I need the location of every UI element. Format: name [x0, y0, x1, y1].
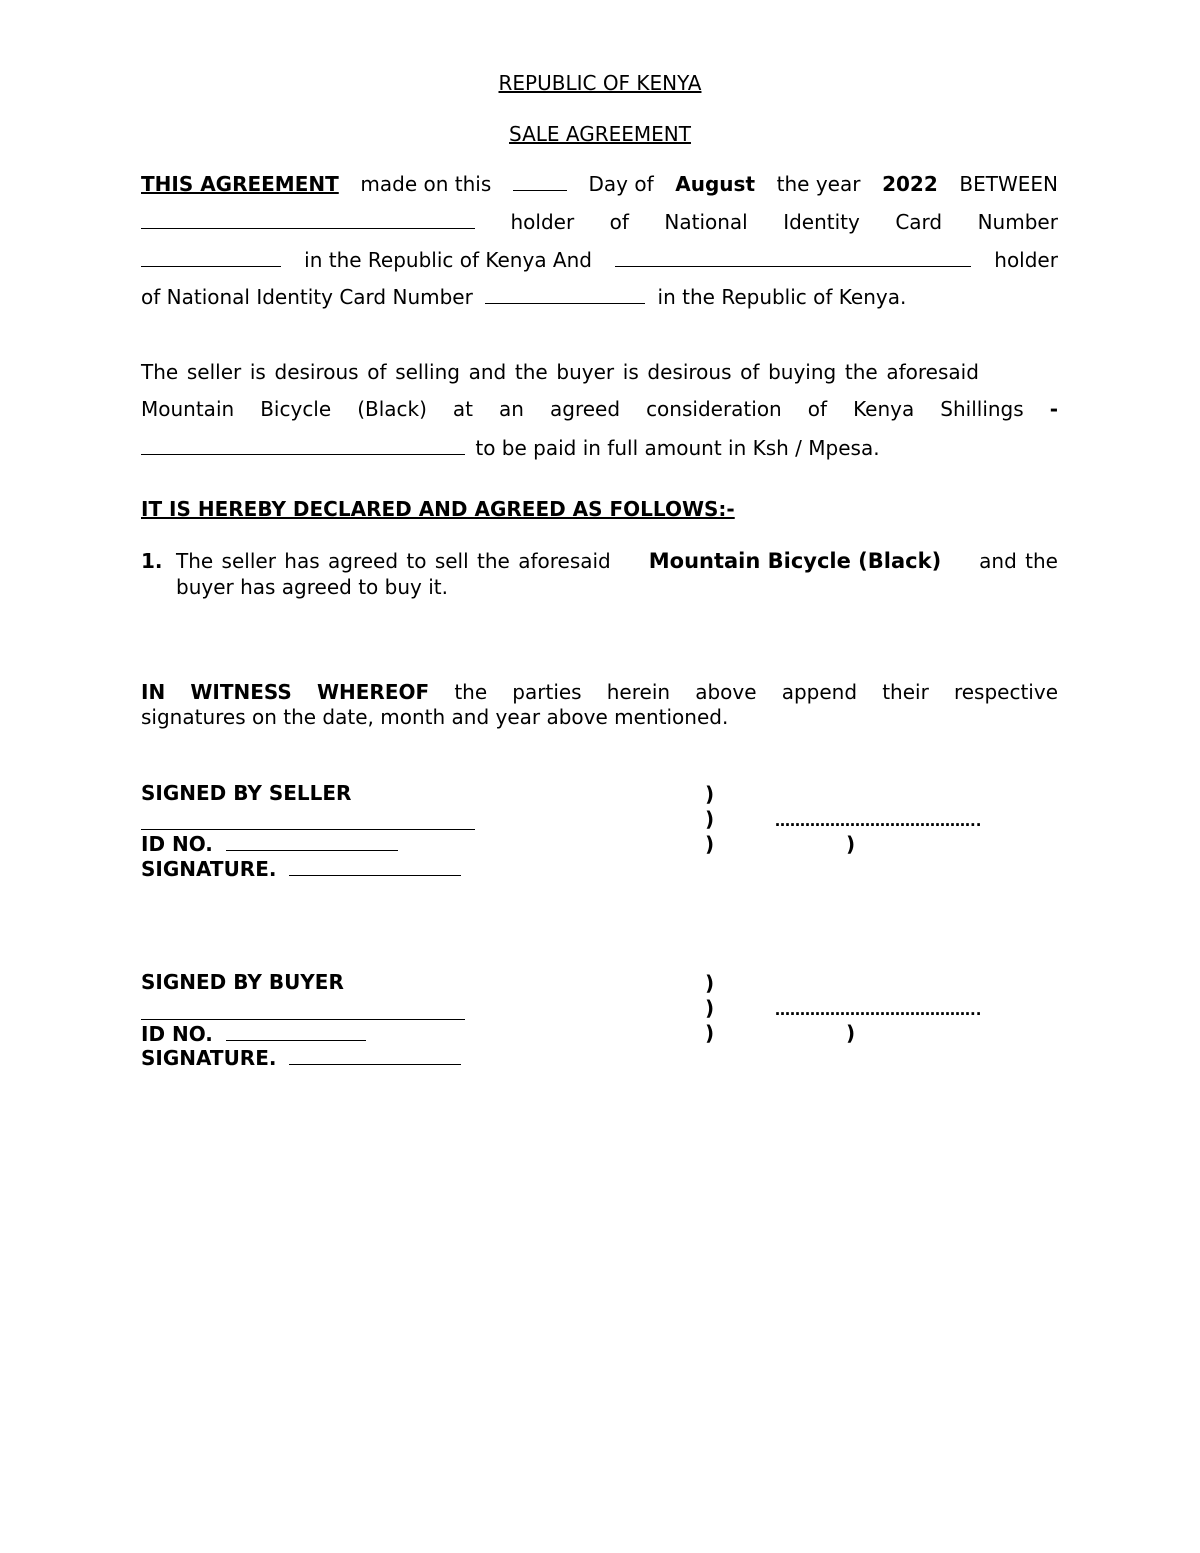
between-text: BETWEEN	[959, 172, 1058, 196]
buyer-signature-label: SIGNATURE.	[141, 1046, 277, 1070]
witness-bold-word: IN	[141, 680, 166, 704]
item-line-1	[176, 549, 1058, 573]
holder-text: holder	[994, 248, 1058, 272]
consideration-word: consideration	[646, 397, 782, 421]
buyer-signature-row	[141, 1045, 461, 1070]
seller-id-row	[141, 831, 398, 856]
buyer-title: SIGNED BY BUYER	[141, 970, 344, 994]
buyer-witness-dots: …………………………………..	[775, 1001, 982, 1019]
in-republic-and-text: in the Republic of Kenya And	[304, 248, 592, 272]
intro-line-2	[141, 209, 1058, 234]
witness-bold-word: WITNESS	[190, 680, 292, 704]
first-party-id-blank	[141, 247, 281, 267]
witness-word: append	[781, 680, 858, 704]
consideration-word: Shillings	[940, 397, 1024, 421]
buyer-id-label: ID NO.	[141, 1022, 213, 1046]
seller-id-label: ID NO.	[141, 832, 213, 856]
this-agreement-label: THIS AGREEMENT	[141, 172, 339, 196]
witness-bold-word: WHEREOF	[316, 680, 430, 704]
second-party-id-blank	[485, 284, 645, 304]
consideration-line-2	[141, 397, 1058, 421]
day-blank	[513, 171, 567, 191]
intro-line-3	[141, 247, 1058, 272]
seller-id-blank	[226, 831, 398, 851]
of-national-id-text: of National Identity Card Number	[141, 285, 473, 309]
seller-witness-paren: )	[846, 832, 856, 856]
consideration-word: agreed	[550, 397, 621, 421]
buyer-paren: )	[705, 1021, 715, 1045]
consideration-word: at	[452, 397, 474, 421]
seller-signature-blank	[289, 856, 461, 876]
consideration-text-3: to be paid in full amount in Ksh / Mpesa.	[475, 436, 880, 460]
seller-paren: )	[705, 807, 715, 831]
holder-word-5: Card	[895, 210, 943, 234]
seller-signature-label: SIGNATURE.	[141, 857, 277, 881]
buyer-witness-paren: )	[846, 1021, 856, 1045]
country-heading: REPUBLIC OF KENYA	[498, 71, 702, 95]
seller-paren: )	[705, 832, 715, 856]
holder-word-3: National	[664, 210, 748, 234]
buyer-signature-blank	[289, 1045, 461, 1065]
buyer-id-blank	[226, 1021, 366, 1041]
month-value: August	[675, 172, 756, 196]
witness-word: above	[695, 680, 757, 704]
consideration-word: Bicycle	[260, 397, 332, 421]
document-title: SALE AGREEMENT	[509, 122, 691, 146]
witness-word: the	[454, 680, 488, 704]
holder-word-4: Identity	[783, 210, 860, 234]
buyer-paren: )	[705, 996, 715, 1020]
item-bold-text: Mountain Bicycle (Black)	[648, 549, 942, 573]
seller-title: SIGNED BY SELLER	[141, 781, 352, 805]
witness-word: herein	[606, 680, 671, 704]
first-party-name-blank	[141, 209, 475, 229]
seller-witness-dots: …………………………………..	[775, 812, 982, 830]
buyer-paren: )	[705, 971, 715, 995]
the-year-text: the year	[776, 172, 861, 196]
consideration-line-3	[141, 435, 880, 460]
seller-name-line	[141, 829, 475, 830]
witness-line-1	[141, 680, 1058, 704]
witness-word: respective	[953, 680, 1058, 704]
intro-line-4	[141, 284, 906, 309]
seller-paren: )	[705, 782, 715, 806]
consideration-word: of	[807, 397, 828, 421]
consideration-dash: -	[1049, 397, 1058, 421]
declaration-heading: IT IS HEREBY DECLARED AND AGREED AS FOLLOWS:-	[141, 497, 735, 521]
consideration-text-1: The seller is desirous of selling and the buyer is desirous of buying the aforesaid	[141, 360, 979, 384]
buyer-name-line	[141, 1019, 465, 1020]
consideration-line-1	[141, 360, 1058, 384]
item-text-a: The seller has agreed to sell the aforesaid	[176, 549, 611, 573]
in-republic-end-text: in the Republic of Kenya.	[657, 285, 907, 309]
witness-word: parties	[512, 680, 582, 704]
made-on-this-text: made on this	[360, 172, 492, 196]
consideration-word: Mountain	[141, 397, 235, 421]
consideration-word: Kenya	[853, 397, 915, 421]
witness-line-2: signatures on the date, month and year above mentioned.	[141, 705, 729, 729]
holder-word-1: holder	[510, 210, 575, 234]
item-text-b: and the	[979, 549, 1058, 573]
day-of-text: Day of	[588, 172, 654, 196]
buyer-id-row	[141, 1021, 366, 1046]
consideration-word: an	[499, 397, 524, 421]
seller-signature-row	[141, 856, 461, 881]
item-line-2: buyer has agreed to buy it.	[176, 575, 448, 599]
holder-word-6: Number	[977, 210, 1058, 234]
consideration-word: (Black)	[357, 397, 427, 421]
item-number: 1.	[141, 549, 163, 573]
intro-line-1	[141, 171, 1058, 196]
witness-word: their	[882, 680, 929, 704]
amount-blank	[141, 435, 465, 455]
second-party-name-blank	[615, 247, 971, 267]
year-value: 2022	[882, 172, 938, 196]
holder-word-2: of	[609, 210, 629, 234]
